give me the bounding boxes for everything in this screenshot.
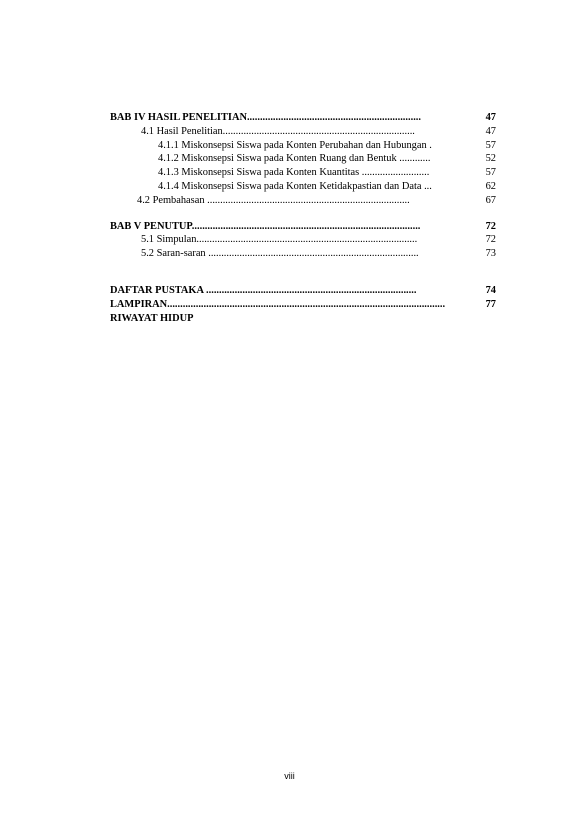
toc-entry-title: 4.1.3 Miskonsepsi Siswa pada Konten Kuantitas .......................... xyxy=(158,167,430,179)
toc-entry-title: BAB V PENUTUP........................................................................................ xyxy=(110,220,421,232)
toc-entry-4-2 xyxy=(110,194,496,208)
toc-entry-title: 4.1.4 Miskonsepsi Siswa pada Konten Ketidakpastian dan Data ... xyxy=(158,180,432,192)
toc-entry-page: 62 xyxy=(485,180,496,192)
toc-entry-4-1 xyxy=(110,125,496,139)
toc-entry-title: 4.1.2 Miskonsepsi Siswa pada Konten Ruang dan Bentuk ............ xyxy=(158,153,431,165)
toc-entry-page: 47 xyxy=(485,125,496,137)
toc-entry-page: 73 xyxy=(485,248,496,260)
toc-entry-5-2 xyxy=(110,247,496,261)
toc-entry-page: 67 xyxy=(485,194,496,206)
toc-entry-title: 5.1 Simpulan..................................................................................... xyxy=(141,234,418,246)
toc-entry-title: 4.1.1 Miskonsepsi Siswa pada Konten Perubahan dan Hubungan . xyxy=(158,139,432,151)
toc-entry-lampiran xyxy=(110,298,496,312)
table-of-contents xyxy=(110,111,496,325)
toc-entry-daftar-pustaka xyxy=(110,284,496,298)
toc-entry-title: DAFTAR PUSTAKA ................................................................................. xyxy=(110,284,417,296)
toc-entry-title: 5.2 Saran-saran ................................................................................. xyxy=(141,248,419,260)
toc-entry-title: BAB IV HASIL PENELITIAN................................................................... xyxy=(110,112,421,123)
toc-entry-4-1-3 xyxy=(110,166,496,180)
toc-entry-page: 72 xyxy=(485,220,496,232)
toc-entry-page: 57 xyxy=(485,167,496,179)
toc-entry-page: 77 xyxy=(485,298,496,310)
toc-entry-4-1-4 xyxy=(110,180,496,194)
toc-entry-title: LAMPIRAN........................................................................................................... xyxy=(110,298,446,310)
toc-entry-bab-v xyxy=(110,220,496,234)
toc-entry-page: 72 xyxy=(485,234,496,246)
toc-entry-5-1 xyxy=(110,233,496,247)
toc-entry-title: RIWAYAT HIDUP xyxy=(110,312,194,324)
toc-entry-title: 4.1 Hasil Penelitian.......................................................................... xyxy=(141,125,415,137)
toc-entry-page: 52 xyxy=(485,153,496,165)
toc-entry-4-1-1 xyxy=(110,139,496,153)
toc-entry-riwayat-hidup xyxy=(110,312,496,326)
toc-entry-4-1-2 xyxy=(110,152,496,166)
toc-entry-page: 57 xyxy=(485,139,496,151)
toc-entry-title: 4.2 Pembahasan .............................................................................. xyxy=(137,194,410,206)
page-number: viii xyxy=(284,771,295,781)
toc-entry-page: 74 xyxy=(485,284,496,296)
toc-entry-bab-iv xyxy=(110,111,496,125)
toc-entry-page: 47 xyxy=(485,112,496,123)
